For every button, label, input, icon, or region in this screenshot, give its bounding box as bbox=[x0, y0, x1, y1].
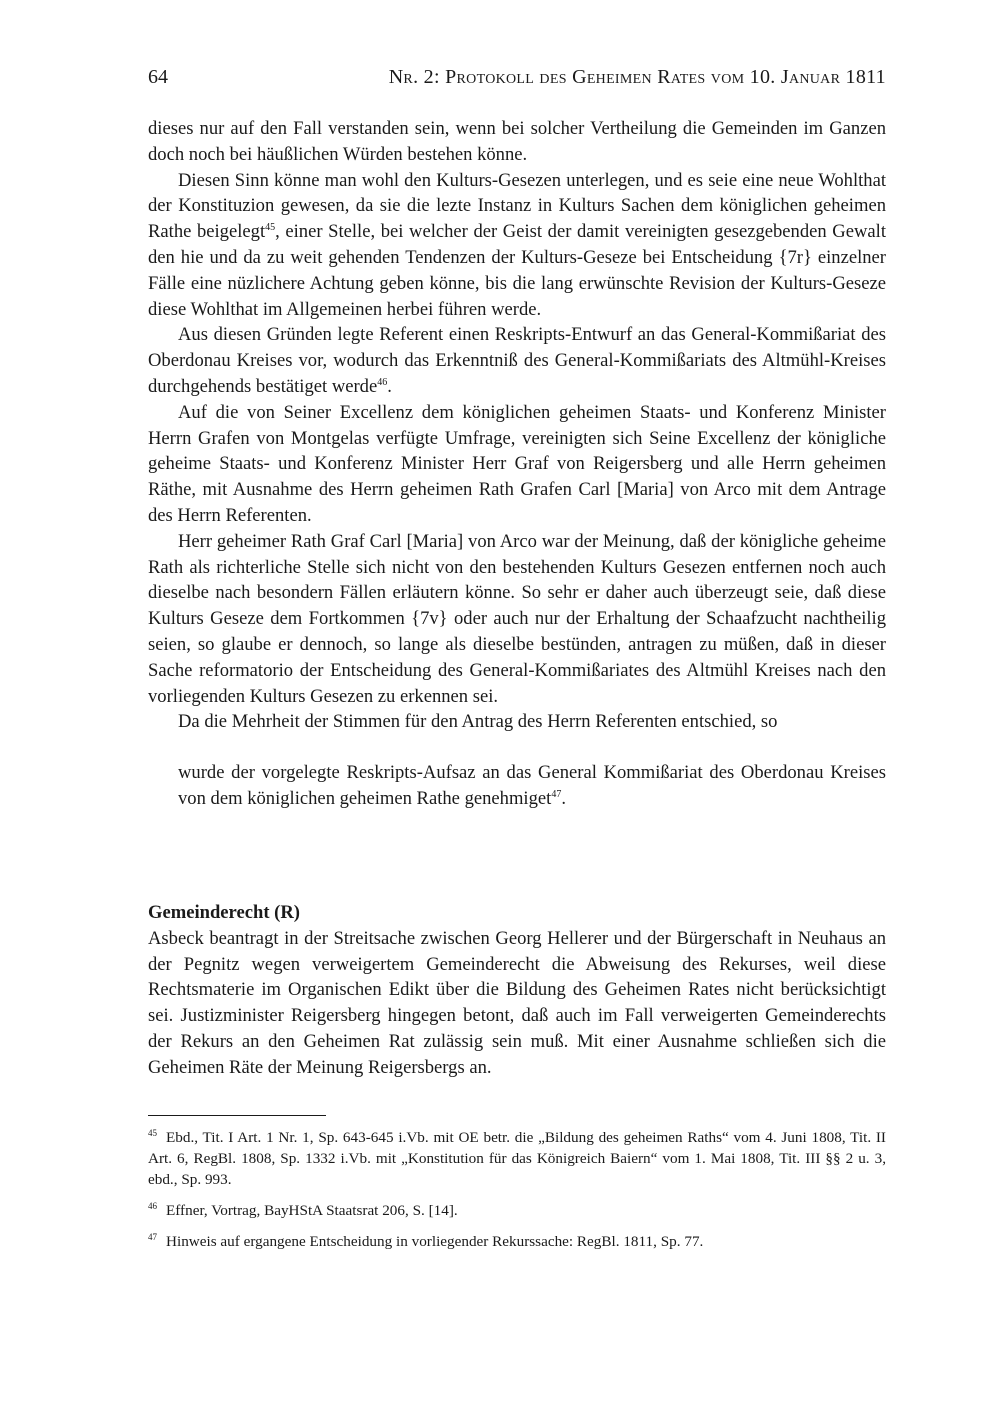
section-gemeinderecht bbox=[148, 900, 886, 1081]
paragraph: Aus diesen Gründen legte Referent einen Reskripts-Entwurf an das General-Kommißariat des Oberdonau Kreises vor, wodurch das Erkenntniß des General-Kommißariats des Altmühl-Kreises durchgehends bestätiget werde$^{46}$. bbox=[148, 324, 886, 397]
footnotes bbox=[148, 1127, 886, 1262]
footnote-number: 45 bbox=[148, 1128, 157, 1138]
footnote-separator bbox=[148, 1115, 326, 1116]
running-title: Nr. 2: Protokoll des Geheimen Rates vom 10. Januar 1811 bbox=[388, 66, 886, 88]
paragraph: Da die Mehrheit der Stimmen für den Antrag des Herrn Referenten entschied, so bbox=[178, 711, 778, 733]
footnote: $^{45}$ Ebd., Tit. I Art. 1 Nr. 1, Sp. 643-645 i.Vb. mit OE betr. die „Bildung des geheimen Raths“ vom 4. Juni 1808, Tit. II Art. 6, RegBl. 1808, Sp. 1332 i.Vb. mit „Konstitution für das Königreich Baiern“ vom 1. Mai 1808, Tit. III §§ 2 u. 3, ebd., Sp. 993. bbox=[148, 1128, 886, 1188]
footnote-ref: 47 bbox=[551, 788, 562, 800]
paragraph: dieses nur auf den Fall verstanden sein, wenn bei solcher Vertheilung die Gemeinden im Ganzen doch noch bei häußlichen Würden bestehen könne. bbox=[148, 118, 886, 165]
footnote: $^{46}$ Effner, Vortrag, BayHStA Staatsrat 206, S. [14]. bbox=[148, 1201, 458, 1219]
body-text bbox=[148, 116, 886, 812]
page-number: 64 bbox=[148, 66, 168, 88]
footnote-ref: 45 bbox=[265, 222, 276, 234]
footnote: $^{47}$ Hinweis auf ergangene Entscheidung in vorliegender Rekurssache: RegBl. 1811, Sp. 77. bbox=[148, 1232, 704, 1250]
running-header bbox=[148, 66, 886, 94]
footnote-number: 47 bbox=[148, 1232, 157, 1242]
footnote-ref: 46 bbox=[377, 376, 388, 388]
resolution-paragraph: wurde der vorgelegte Reskripts-Aufsaz an das General Kommißariat des Oberdonau Kreises von dem königlichen geheimen Rathe genehmiget$^{47}$. bbox=[178, 762, 886, 809]
section-heading: Gemeinderecht (R) bbox=[148, 902, 300, 923]
paragraph: Auf die von Seiner Excellenz dem königlichen geheimen Staats- und Konferenz Minister Herrn Grafen von Montgelas verfügte Umfrage, vereinigten sich Seine Excellenz der königliche geheime Staats- und Konferenz Minister Herr Graf von Reigersberg und alle Herrn geheimen Räthe, mit Ausnahme des Herrn geheimen Rath Grafen Carl [Maria] von Arco mit dem Antrage des Herrn Referenten. bbox=[148, 401, 886, 526]
paragraph: Diesen Sinn könne man wohl den Kulturs-Gesezen unterlegen, und es seie eine neue Wohlthat der Konstituzion gewesen, da sie die lezte Instanz in Kulturs Sachen dem königlichen geheimen Rathe beigelegt$^{45}$, einer Stelle, bei welcher der Geist der damit vereinigten gesezgebenden Gewalt den hie und da zu weit gehenden Tendenzen der Kulturs-Geseze bei Entscheidung {7r} einzelner Fälle eine nüzlichere Achtung geben könne, bis die lang erwünschte Revision der Kulturs-Geseze diese Wohlthat im Allgemeinen herbei führen werde. bbox=[148, 169, 886, 320]
footnote-number: 46 bbox=[148, 1201, 157, 1211]
section-summary: Asbeck beantragt in der Streitsache zwischen Georg Hellerer und der Bürgerschaft in Neuhaus an der Pegnitz wegen verweigertem Gemeinderecht die Abweisung des Rekurses, weil diese Rechtsmaterie im Organischen Edikt über die Bildung des Geheimen Rates nicht berücksichtigt sei. Justizminister Reigersberg hingegen betont, daß auch im Fall verweigerten Gemeinderechts der Rekurs an den Geheimen Rat zulässig sein muß. Mit einer Ausnahme schließen sich die Geheimen Räte der Meinung Reigersbergs an. bbox=[148, 927, 886, 1078]
paragraph: Herr geheimer Rath Graf Carl [Maria] von Arco war der Meinung, daß der königliche geheime Rath als richterliche Stelle sich nicht von den bestehenden Kulturs Gesezen entfernen noch auch dieselbe nach besondern Fällen erläutern könne. So sehr er daher auch überzeugt seie, daß diese Kulturs Geseze dem Fortkommen {7v} oder auch nur der Erhaltung der Schaafzucht nachtheilig seien, so glaube er dennoch, so lange als dieselbe bestünden, antragen zu müßen, daß in dieser Sache reformatorio der Entscheidung des General-Kommißariates des Altmühl Kreises nach den vorliegenden Kulturs Gesezen zu erkennen sei. bbox=[148, 530, 886, 707]
